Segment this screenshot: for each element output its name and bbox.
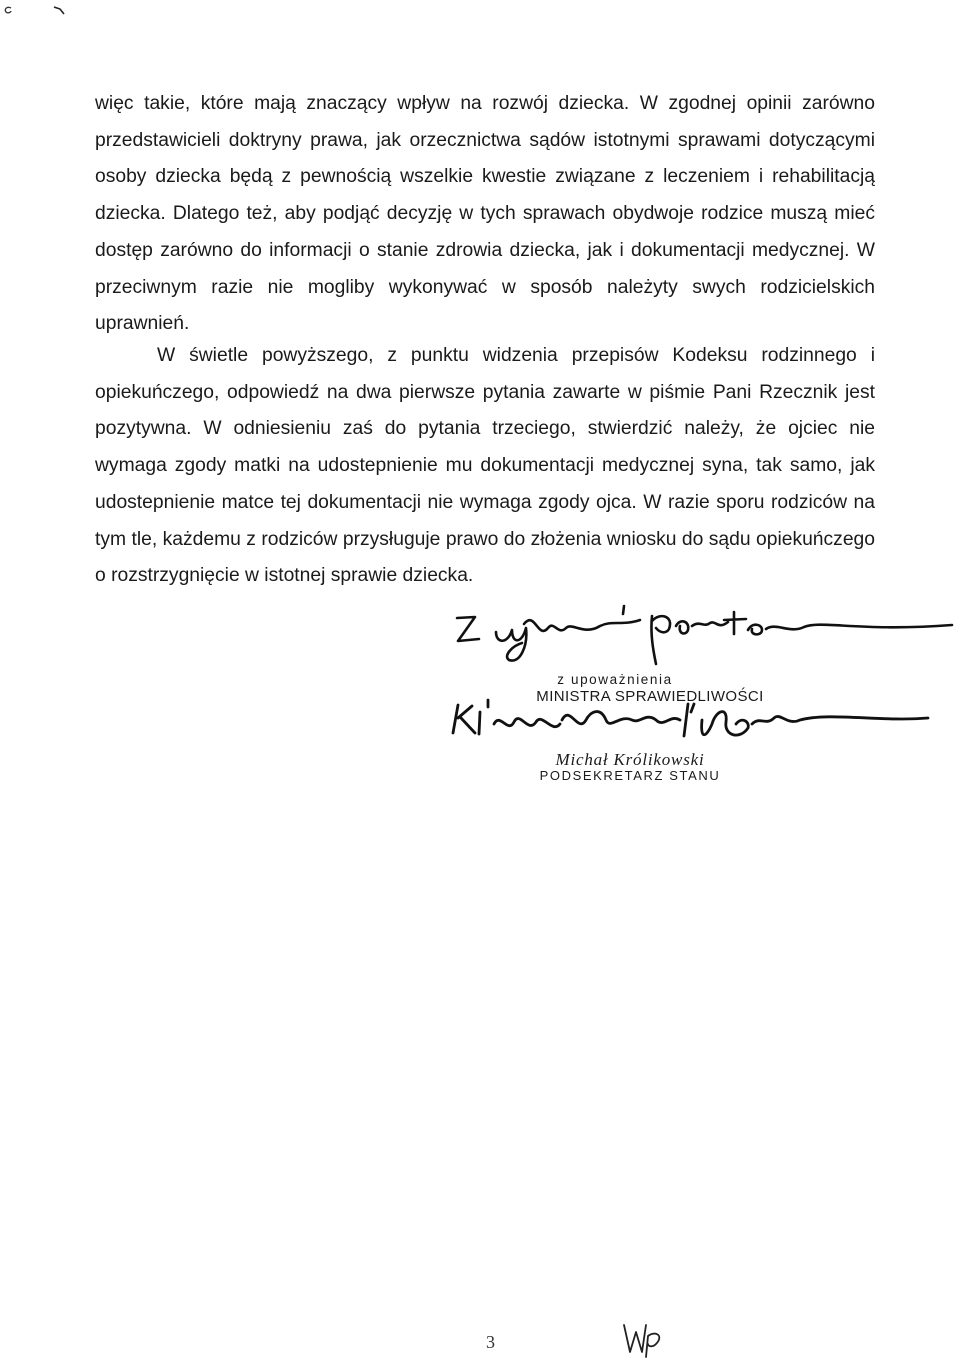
stamp-signatory-title: PODSEKRETARZ STANU xyxy=(539,768,721,783)
stamp-signatory-name: Michał Królikowski xyxy=(555,750,705,769)
scan-mark-icon xyxy=(2,2,14,12)
page-number: 3 xyxy=(486,1332,495,1352)
scan-tick-icon xyxy=(53,2,65,12)
handwritten-greeting-signature xyxy=(457,606,952,664)
stamp-authorization: z upoważnienia xyxy=(557,672,673,687)
body-paragraph-2: W świetle powyższego, z punktu widzenia przepisów Kodeksu rodzinnego i opiekuńczego, odpowiedź na dwa pierwsze pytania zawarte w piśmie Pani Rzecznik jest pozytywna. W odniesieniu zaś do pytania trzeciego, stwierdzić należy, że ojciec nie wymaga zgody matki na udostepnienie mu dokumentacji medycznej syna, tak samo, jak udostepnienie matce tej dokumentacji nie wymaga zgody ojca. W razie sporu rodziców na tym tle, każdemu z rodziców przysługuje prawo do złożenia wniosku do sądu opiekuńczego o rozstrzygnięcie w istotnej sprawie dziecka. xyxy=(95,345,875,587)
body-paragraph-1: więc takie, które mają znaczący wpływ na rozwój dziecka. W zgodnej opinii zarówno przedstawicieli doktryny prawa, jak orzecznictwa sądów istotnymi sprawami dotyczącymi osoby dziecka będą z pewnością wszelkie kwestie związane z leczeniem i rehabilitacją dziecka. Dlatego też, aby podjąć decyzję w tych sprawach obydwoje rodzice muszą mieć dostęp zarówno do informacji o stanie zdrowia dziecka, jak i dokumentacji medycznej. W przeciwnym razie nie mogliby wykonywać w sposób należyty swych rodzicielskich uprawnień. xyxy=(95,93,875,335)
handwritten-initials xyxy=(624,1325,659,1357)
stamp-organization: MINISTRA SPRAWIEDLIWOŚCI xyxy=(536,688,764,705)
handwritten-name-signature xyxy=(453,700,928,736)
